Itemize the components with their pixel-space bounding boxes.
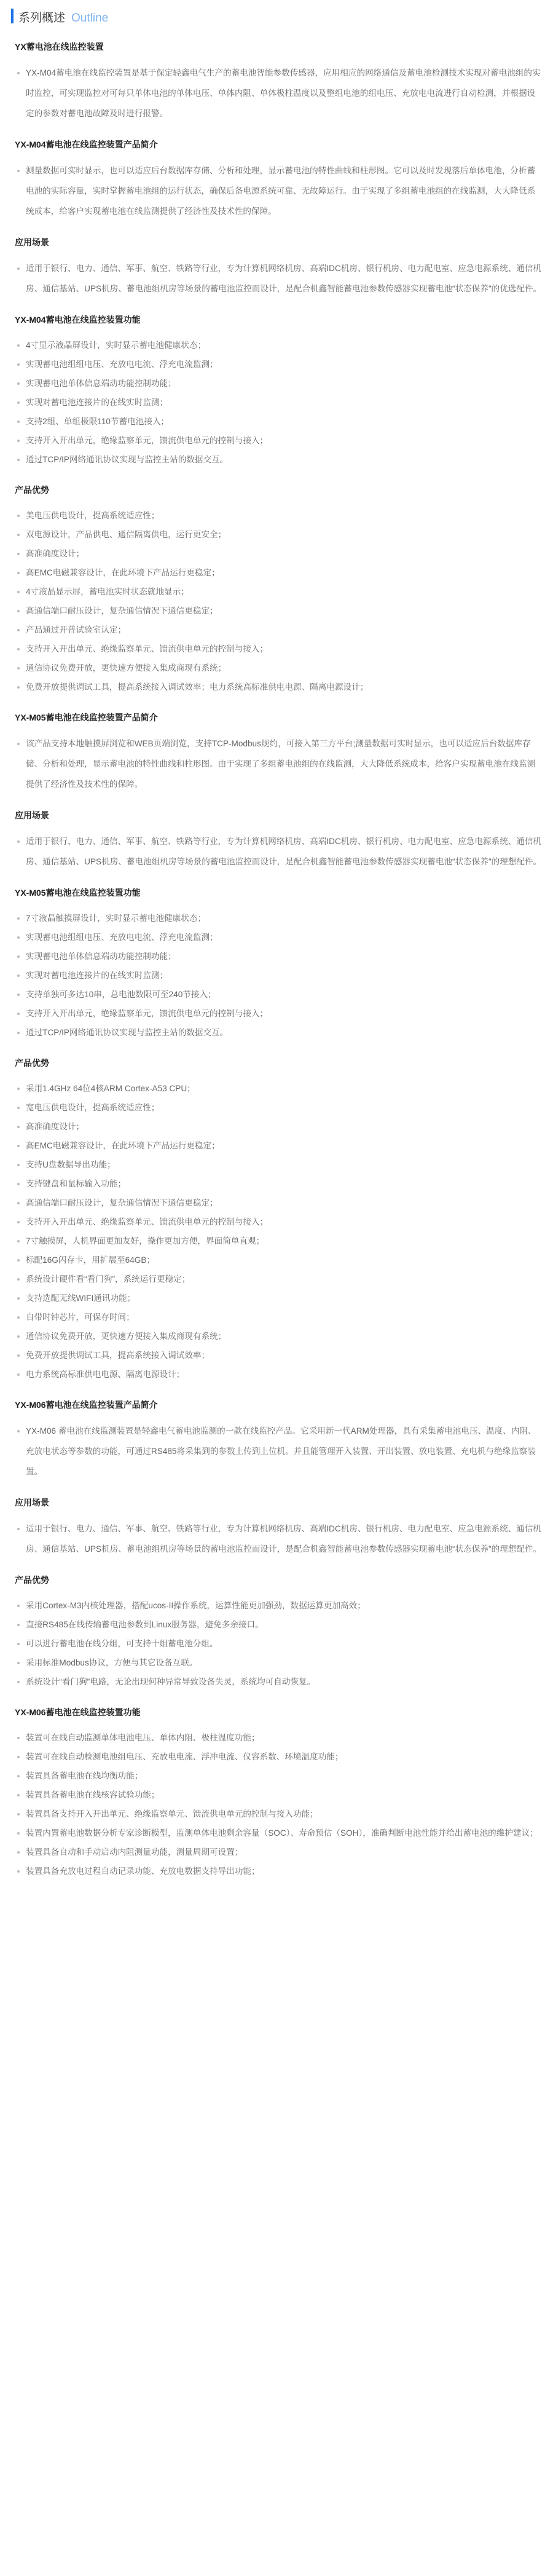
list-item: 实现蓄电池组组电压、充放电电流、浮充电流监测； (16, 928, 543, 947)
list-item: 通过TCP/IP网络通讯协议实现与监控主站的数据交互。 (16, 450, 543, 469)
series-title-en: Outline (71, 12, 109, 25)
section-title: YX-M05蓄电池在线监控装置功能 (15, 888, 141, 898)
feature-list (11, 336, 543, 469)
list-item: 采用1.4GHz 64位4核ARM Cortex-A53 CPU； (16, 1079, 543, 1098)
section-title: YX-M04蓄电池在线监控装置功能 (15, 315, 141, 325)
list-item: 高通信端口耐压设计，复杂通信情况下通信更稳定； (16, 1193, 543, 1212)
section-paragraph: 适用于银行、电力、通信、军事、航空、铁路等行业，专为计算机网络机房、高端IDC机房、银行机房、电力配电室、应急电源系统、通信机房、通信基站、UPS机房、蓄电池组机房等场景的蓄电池监控而设计，是配合机鑫智能蓄电池参数传感器实现蓄电池“状态保养”的理想配件。 (16, 1519, 543, 1559)
list-item: 装置具备蓄电池在线核容试验功能； (16, 1785, 543, 1804)
list-item: 实现对蓄电池连接片的在线实时监测； (16, 393, 543, 412)
section-paragraph: YX-M04蓄电池在线监控装置是基于保定轻鑫电气生产的蓄电池智能参数传感器，应用相应的网络通信及蓄电池检测技术实现对蓄电池组的实时监控，可实现监控对可每只单体电池的单体电压、单体内阻、单体极柱温度以及整组电池的组电压、充放电电流进行自动检测，并根据设定的参数对蓄电池故障及时进行报警。 (16, 63, 543, 124)
list-item: 直接RS485在线传输蓄电池参数到Linux服务器，避免多余接口。 (16, 1615, 543, 1634)
list-item: 支持开入开出单元、绝缘监察单元、馈流供电单元的控制与接入； (16, 1212, 543, 1231)
list-item: 通过TCP/IP网络通讯协议实现与监控主站的数据交互。 (16, 1023, 543, 1042)
list-item: 宽电压供电设计，提高系统适应性； (16, 1098, 543, 1117)
list-item: 采用标准Modbus协议，方便与其它设备互联。 (16, 1653, 543, 1672)
content (11, 41, 543, 1881)
list-item: 7寸液晶触摸屏设计，实时显示蓄电池健康状态； (16, 909, 543, 928)
feature-list (11, 909, 543, 1042)
list-item: 系统设计硬件看“看门狗”，系统运行更稳定； (16, 1270, 543, 1289)
list-item: 4寸液晶显示屏，蓄电池实时状态就地显示； (16, 582, 543, 601)
list-item: 高通信端口耐压设计，复杂通信情况下通信更稳定； (16, 601, 543, 620)
list-item: 高EMC电磁兼容设计，在此环境下产品运行更稳定； (16, 1136, 543, 1155)
list-item: 实现蓄电池单体信息端动功能控制功能； (16, 947, 543, 966)
list-item: 高EMC电磁兼容设计，在此环境下产品运行更稳定； (16, 563, 543, 582)
section-title: YX蓄电池在线监控装置 (15, 42, 104, 52)
feature-list (11, 1596, 543, 1691)
section-title: YX-M06蓄电池在线监控装置功能 (15, 1707, 141, 1717)
section-paragraph: 该产品支持本地触摸屏浏览和WEB页端浏览，支持TCP-Modbus规约，可接入第三方平台;测量数据可实时显示，也可以适应后台数据库存储、分析和处理，显示蓄电池的特性曲线和柱形图。由于实现了多组蓄电池组的在线监测，大大降低系统成本，给客户实现蓄电池在线监测提供了经济性及技术性的保障。 (16, 733, 543, 794)
list-item: 装置可在线自动检测电池组电压、充放电电流、浮冲电流、仪容系数、环境温度功能； (16, 1747, 543, 1766)
section-title: YX-M06蓄电池在线监控装置产品简介 (15, 1400, 158, 1410)
section-paragraph: YX-M06 蓄电池在线监测装置是轻鑫电气蓄电池监测的一款在线监控产品。它采用新一代ARM处理器，具有采集蓄电池电压、温度、内阻、充放电状态等参数的功能，可通过RS485将采集到的参数上传到上位机。并且能管理开入装置、开出装置、放电装置、充电机与绝缘监察装置。 (16, 1421, 543, 1482)
list-item: 装置具备充放电过程自动记录功能、充放电数据支持导出功能； (16, 1862, 543, 1881)
section-paragraph: 测量数据可实时显示，也可以适应后台数据库存储、分析和处理，显示蓄电池的特性曲线和柱形图。它可以及时发现落后单体电池，分析蓄电池的实际容量，实时掌握蓄电池组的运行状态，确保后备电源系统可靠、无故障运行。由于实现了多组蓄电池组的在线监测，大大降低系统成本，给客户实现蓄电池在线监测提供了经济性及技术性的保障。 (16, 160, 543, 221)
list-item: 高准确度设计； (16, 1117, 543, 1136)
list-item: 可以进行蓄电池在线分组，可支持十组蓄电池分组。 (16, 1634, 543, 1653)
list-item: 7寸触摸屏，人机界面更加友好，操作更加方便，界面简单直观； (16, 1231, 543, 1250)
list-item: 装置具备自动和手动启动内阻测量功能，测量周期可设置； (16, 1843, 543, 1862)
list-item: 通信协议免费开放，更快速方便接入集成商现有系统； (16, 1327, 543, 1346)
list-item: 采用Cortex-M3内核处理器，搭配ucos-II操作系统，运算性能更加强劲，数据运算更加高效； (16, 1596, 543, 1615)
list-item: 实现对蓄电池连接片的在线实时监测； (16, 966, 543, 985)
series-header (11, 9, 543, 23)
list-item: 美电压供电设计，提高系统适应性； (16, 506, 543, 525)
section-paragraph: 适用于银行、电力、通信、军事、航空、铁路等行业，专为计算机网络机房、高端IDC机房、银行机房、电力配电室、应急电源系统、通信机房、通信基站、UPS机房、蓄电池组机房等场景的蓄电池监控而设计，是配合机鑫智能蓄电池参数传感器实现蓄电池“状态保养”的理想配件。 (16, 831, 543, 872)
list-item: 支持2组、单组极限110节蓄电池接入； (16, 412, 543, 431)
list-item: 通信协议免费开放，更快速方便接入集成商现有系统； (16, 658, 543, 678)
list-item: 支持U盘数据导出功能； (16, 1155, 543, 1174)
list-item: 免费开放提供调试工具，提高系统接入调试效率； (16, 1346, 543, 1365)
feature-list (11, 1079, 543, 1384)
list-item: 装置内置蓄电池数据分析专家诊断模型，监测单体电池剩余容量（SOC）、寿命预估（SOH），准确判断电池性能并给出蓄电池的维护建议； (16, 1823, 543, 1843)
section-title: 应用场景 (15, 1498, 49, 1507)
list-item: 自带时钟芯片，可保存时间； (16, 1308, 543, 1327)
list-item: 电力系统高标准供电电源、隔离电源设计； (16, 1365, 543, 1384)
section-paragraph: 适用于银行、电力、通信、军事、航空、铁路等行业，专为计算机网络机房、高端IDC机房、银行机房、电力配电室、应急电源系统、通信机房、通信基站、UPS机房、蓄电池组机房等场景的蓄电池监控而设计，是配合机鑫智能蓄电池参数传感器实现蓄电池“状态保养”的优选配件。 (16, 258, 543, 299)
list-item: 支持选配无线WIFI通讯功能； (16, 1289, 543, 1308)
list-item: 支持开入开出单元、绝缘监察单元、馈流供电单元的控制与接入； (16, 639, 543, 658)
section-title: 产品优势 (15, 485, 49, 495)
list-item: 高准确度设计； (16, 544, 543, 563)
list-item: 4寸显示液晶屏设计，实时显示蓄电池健康状态； (16, 336, 543, 355)
list-item: 装置可在线自动监测单体电池电压、单体内阻、极柱温度功能； (16, 1728, 543, 1747)
list-item: 标配16G闪存卡，用扩展至64GB； (16, 1250, 543, 1270)
list-item: 支持开入开出单元，绝缘监察单元，馈流供电单元的控制与接入； (16, 1004, 543, 1023)
section-title: 应用场景 (15, 237, 49, 247)
list-item: 支持开入开出单元，绝缘监察单元，馈流供电单元的控制与接入； (16, 431, 543, 450)
section-title: 应用场景 (15, 810, 49, 820)
list-item: 实现蓄电池单体信息端动功能控制功能； (16, 374, 543, 393)
list-item: 系统设计“看门狗”电路，无论出现何种异常导致设备失灵，系统均可自动恢复。 (16, 1672, 543, 1691)
section-title: YX-M04蓄电池在线监控装置产品简介 (15, 140, 158, 149)
list-item: 产品通过开普试验室认定； (16, 620, 543, 639)
feature-list (11, 506, 543, 697)
section-title: 产品优势 (15, 1058, 49, 1068)
section-title: 产品优势 (15, 1575, 49, 1585)
series-title: 系列概述 (18, 12, 66, 25)
list-item: 支持单独可多达10串，总电池数限可至240节接入； (16, 985, 543, 1004)
feature-list (11, 1728, 543, 1881)
list-item: 支持键盘和鼠标输入功能； (16, 1174, 543, 1193)
list-item: 免费开放提供调试工具，提高系统接入调试效率；电力系统高标准供电电源、隔离电源设计； (16, 678, 543, 697)
list-item: 装置具备蓄电池在线均衡功能； (16, 1766, 543, 1785)
section-title: YX-M05蓄电池在线监控装置产品简介 (15, 713, 158, 722)
list-item: 装置具备支持开入开出单元、绝缘监察单元、馈流供电单元的控制与接入功能； (16, 1804, 543, 1823)
list-item: 实现蓄电池组组电压、充放电电流、浮充电流监测； (16, 355, 543, 374)
list-item: 双电源设计，产品供电、通信隔离供电，运行更安全； (16, 525, 543, 544)
